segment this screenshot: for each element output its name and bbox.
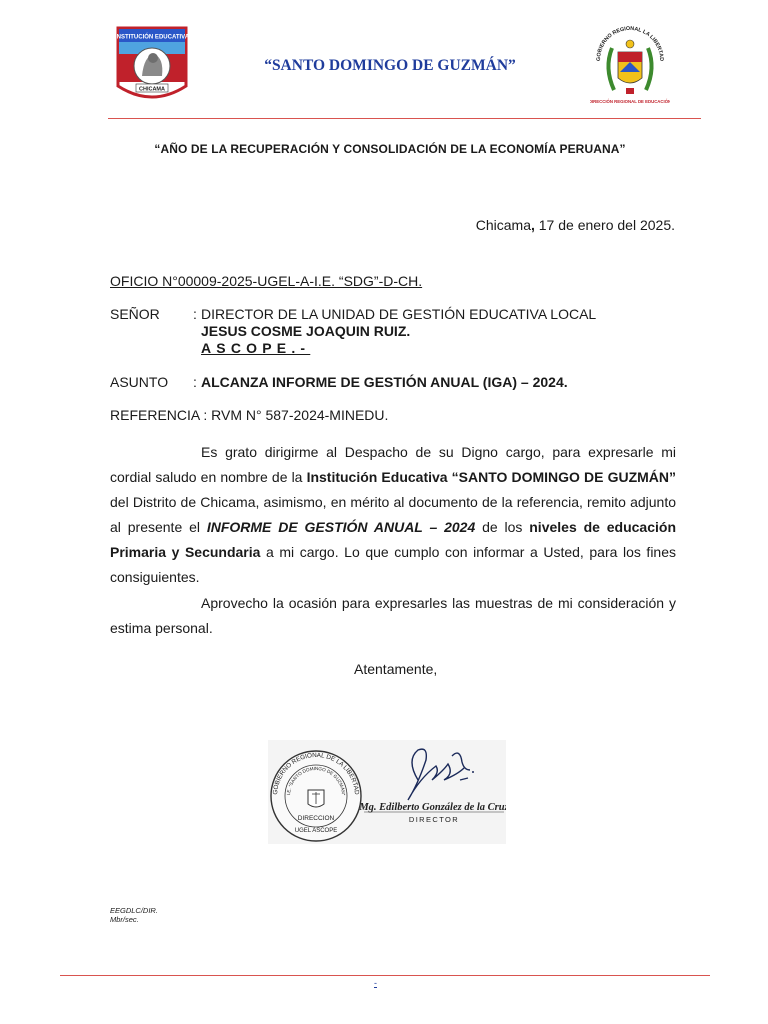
seal-outer-text: GOBIERNO REGIONAL DE LA LIBERTAD (271, 751, 361, 795)
school-title: “SANTO DOMINGO DE GUZMÁN” (264, 57, 516, 74)
oficio-number: OFICIO N°00009-2025-UGEL-A-I.E. “SDG”-D-CH. (110, 273, 423, 289)
page-number: - (374, 978, 377, 988)
header-divider (108, 118, 701, 119)
place-comma: , (530, 217, 535, 233)
school-logo (114, 26, 190, 108)
addressee-label: SEÑOR (110, 306, 160, 322)
subject-text: ALCANZA INFORME DE GESTIÓN ANUAL (IGA) – 2024. (201, 374, 568, 390)
date: 17 de enero del 2025. (534, 217, 675, 233)
addressee-city: ASCOPE.- (201, 340, 311, 356)
signature-seal-icon (268, 740, 506, 844)
signer-name: Mg. Edilberto González de la Cruz (359, 802, 506, 813)
signature-block (268, 740, 506, 844)
seal-bottom-text: UGEL ASCOPE (294, 828, 338, 834)
signer-role: DIRECTOR (408, 815, 460, 824)
seal-inner-text: I.E. “SANTO DOMINGO DE GUZMÁN” (286, 765, 346, 796)
regional-bottom-text: DIRECCIÓN REGIONAL DE EDUCACIÓN (590, 99, 670, 104)
p1-text-c: del Distrito de Chicama, asimismo, en mérito al documento de la referencia, remito adjunto al presente el (110, 494, 676, 535)
place: Chicama (475, 217, 531, 233)
addressee-colon: : (193, 306, 197, 322)
footer-divider (60, 975, 710, 976)
seal-mid-text: DIRECCION (297, 815, 335, 822)
body-paragraph-2: Aprovecho la ocasión para expresarles las muestras de mi consideración y estima personal. (110, 595, 676, 636)
closing: Atentamente, (354, 661, 438, 677)
initials (110, 906, 158, 924)
logo-top-text: INSTITUCIÓN EDUCATIVA (114, 34, 190, 41)
p1-school-name: Institución Educativa “SANTO DOMINGO DE GUZMÁN” (306, 469, 677, 485)
coat-of-arms-icon (590, 18, 670, 106)
logo-bottom-text: CHICAMA (139, 86, 165, 93)
p1-report-title: INFORME DE GESTIÓN ANUAL – 2024 (206, 519, 476, 535)
regional-logo (590, 18, 670, 106)
p1-text-e: de los (475, 519, 530, 535)
regional-arc-text: GOBIERNO REGIONAL LA LIBERTAD (595, 25, 665, 62)
place-date (476, 217, 675, 233)
reference-label-text: REFERENCIA (110, 407, 200, 423)
subject-label: ASUNTO (110, 374, 169, 390)
body-paragraph-1 (110, 440, 676, 590)
initials-line-1: EEGDLC/DIR. (110, 906, 158, 915)
reference-text: : RVM N° 587-2024-MINEDU. (203, 407, 389, 423)
addressee-line1: DIRECTOR DE LA UNIDAD DE GESTIÓN EDUCATIVA LOCAL (201, 306, 597, 322)
addressee-name: JESUS COSME JOAQUIN RUIZ. (201, 323, 411, 339)
p1-levels: niveles de educación Primaria y Secundaria (110, 519, 676, 560)
reference-label (110, 407, 388, 423)
school-shield-icon (114, 26, 190, 108)
p1-text-a: Es grato dirigirme al Despacho de su Digno cargo, para expresarle mi cordial saludo en nombre de la (110, 444, 676, 485)
subject-colon: : (193, 374, 197, 390)
p1-text-g: a mi cargo. Lo que cumplo con informar a Usted, para los fines consiguientes. (110, 544, 677, 585)
year-motto: “AÑO DE LA RECUPERACIÓN Y CONSOLIDACIÓN DE LA ECONOMÍA PERUANA” (154, 142, 626, 156)
initials-line-2: Mbr/sec. (110, 915, 139, 924)
